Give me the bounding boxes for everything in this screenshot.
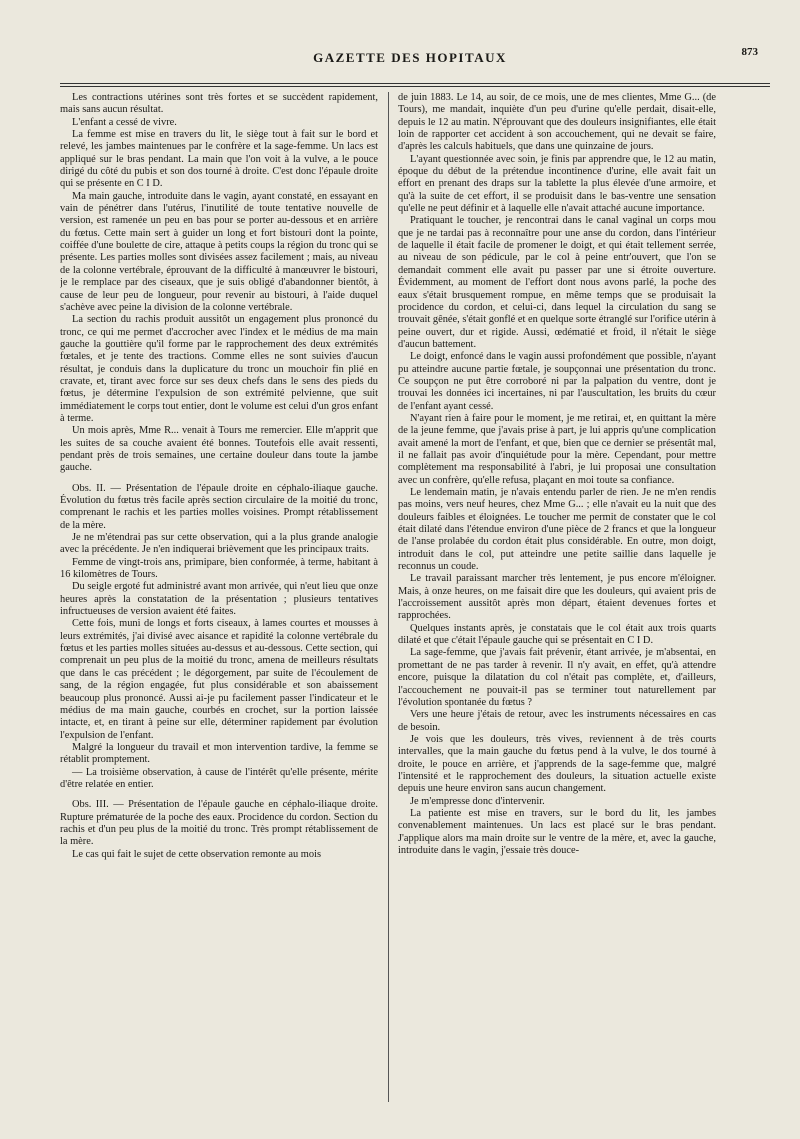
paragraph: Quelques instants après, je constatais que le col était aux trois quarts dilaté et que c'était l'épaule gauche qui se présentait en C I D.: [398, 622, 716, 647]
header-rule-top: [60, 83, 770, 84]
column-divider: [388, 92, 389, 1102]
paragraph: La section du rachis produit aussitôt un engagement plus prononcé du tronc, ce qui me permet d'accrocher avec l'index et le médius de ma main gauche la gouttière qu'il forme par le rapprochement des deux extrémités fœtales, et je tente des tractions. Comme elles ne sont suivies d'aucun résultat, je conduis dans la duplicature du tronc un mouchoir fin plié en cravate, et, tirant avec force sur ses deux chefs dans le sens des pieds du fœtus, je détermine l'expulsion de son extrémité pelvienne, que suit immédiatement le corps tout entier, dont le volume est celui d'un gros enfant à terme.: [60, 314, 378, 424]
paragraph: Le doigt, enfoncé dans le vagin aussi profondément que possible, n'ayant pu atteindre aucune partie fœtale, je soupçonnai une présentation du tronc. Ce soupçon ne put être corroboré ni par la palpation du ventre, dont je trouvai les données ici incertaines, ni par l'auscultation, les bruits du cœur de l'enfant ayant cessé.: [398, 351, 716, 412]
journal-title: GAZETTE DES HOPITAUX: [313, 50, 507, 65]
paragraph: Vers une heure j'étais de retour, avec les instruments nécessaires en cas de besoin.: [398, 709, 716, 733]
paragraph: Je vois que les douleurs, très vives, reviennent à de très courts intervalles, que la main gauche du fœtus pend à la vulve, le dos tourné à droite, le pouce en arrière, et j'apprends de la sage-femme que, malgré l'intensité et le rapprochement des douleurs, la situation actuelle existe depuis une heure environ sans aucun changement.: [398, 733, 716, 795]
paragraph: de juin 1883. Le 14, au soir, de ce mois, une de mes clientes, Mme G... (de Tours), me mandait, inquiète d'un peu d'urine qu'elle perdait, disait-elle, depuis le 12 au matin. N'éprouvant que des douleurs insignifiantes, elle était loin de rapporter cet accident à son accouchement, qui ne devait se faire, d'après les calculs habituels, que dans une quinzaine de jours.: [398, 92, 716, 153]
paragraph: Pratiquant le toucher, je rencontrai dans le canal vaginal un corps mou que je ne tardai pas à reconnaître pour une anse du cordon, dans l'intérieur de laquelle il était facile de promener le doigt, et qui était tellement serrée, au niveau de son pédicule, par le col à peine entr'ouvert, que l'on se demandait comment elle avait pu passer par une si étroite ouverture. Évidemment, au moment de l'effort dont nous avons parlé, la poche des eaux s'était brusquement rompue, en même temps que se produisait la procidence du cordon, et celui-ci, dans lequel la circulation du sang se trouvait gênée, s'était gonflé et en quelque sorte étranglé sur l'orifice utérin à peine ouvert, dur et rigide. Aussi, œdématié et froid, il n'était le siège d'aucun battement.: [398, 215, 716, 350]
observation-heading-2: Obs. II. — Présentation de l'épaule droite en céphalo-iliaque gauche. Évolution du fœtus très facile après section circulaire de la moitié du tronc, comprenant le rachis et les parties molles voisines. Prompt rétablissement de la mère.: [60, 482, 378, 531]
paragraph: N'ayant rien à faire pour le moment, je me retirai, et, en quittant la mère de la jeune femme, que j'avais prise à part, je lui appris qu'une complication avait amené la mort de l'enfant, et que, bien que ce dernier se présentât mal, il ne fallait pas avoir d'inquiétude pour la mère. Cependant, pour mettre complètement ma responsabilité à l'abri, je lui proposai une consultation avec un confrère, qu'elle refusa, plaçant en moi toute sa confiance.: [398, 412, 716, 486]
paragraph: Le travail paraissant marcher très lentement, je pus encore m'éloigner. Mais, à onze heures, on me faisait dire que les douleurs, qui avaient pris de l'accroissement aussitôt après mon départ, étaient devenues fortes et rapprochées.: [398, 573, 716, 622]
paragraph: La sage-femme, que j'avais fait prévenir, étant arrivée, je m'absentai, en promettant de ne pas tarder à revenir. Il n'y avait, en effet, qu'à attendre encore, puisque la dilatation du col n'était pas complète, et, d'ailleurs, l'accouchement ne pouvait-il pas se terminer tout naturellement par l'évolution spontanée du fœtus ?: [398, 647, 716, 708]
page-number: 873: [741, 46, 758, 58]
paragraph: Femme de vingt-trois ans, primipare, bien conformée, à terme, habitant à 16 kilomètres de Tours.: [60, 556, 378, 581]
paragraph: Un mois après, Mme R... venait à Tours me remercier. Elle m'apprit que les suites de sa couche avaient été bonnes. Toutefois elle avait ressenti, pendant près de trois semaines, une certaine douleur dans toute la jambe gauche.: [60, 425, 378, 474]
paragraph: Cette fois, muni de longs et forts ciseaux, à lames courtes et mousses à leurs extrémités, j'ai divisé avec aisance et rapidité la colonne vertébrale du fœtus et les parties molles situées au-dessus et au-dessous. Cette section, qui comprenait un peu plus de la moitié du tronc, amena de meilleurs résultats que dans le cas précédent ; le dégorgement, par suite de l'écoulement de sang, de la région engagée, fut plus considérable et son abaissement beaucoup plus prononcé. Aussi ai-je pu facilement passer l'indicateur et le médius de ma main gauche, courbés en crochet, sur la portion laissée intacte, et, en tirant à peine sur elle, déterminer rapidement par évolution l'expulsion de l'enfant.: [60, 618, 378, 741]
paragraph: Le cas qui fait le sujet de cette observation remonte au mois: [72, 848, 321, 860]
observation-heading-3: Obs. III. — Présentation de l'épaule gauche en céphalo-iliaque droite. Rupture prématurée de la poche des eaux. Procidence du cordon. Section du rachis et d'un peu plus de la moitié du tronc. Très prompt rétablissement de la mère.: [60, 799, 378, 848]
paragraph: L'ayant questionnée avec soin, je finis par apprendre que, le 12 au matin, époque du début de la prétendue incontinence d'urine, elle avait fait un effort en prenant des draps sur la tablette la plus élevée d'une armoire, et qu'à la suite de cet effort, il se produisit dans le bas-ventre une sensation qu'elle ne peut définir et à laquelle elle n'avait attaché aucune importance.: [398, 153, 716, 215]
paragraph: La femme est mise en travers du lit, le siège tout à fait sur le bord et relevé, les jambes maintenues par le confrère et la sage-femme. Un lacs est appliqué sur le bras pendant. La main que l'on voit à la vulve, a le pouce dirigé du côté du pubis et son dos tourné à droite. C'est donc l'épaule droite qui se présente en C I D.: [60, 129, 378, 190]
right-column: [398, 92, 716, 1127]
paragraph: Les contractions utérines sont très fortes et se succèdent rapidement, mais sans aucun résultat.: [60, 92, 378, 116]
paragraph: La patiente est mise en travers, sur le bord du lit, les jambes convenablement maintenues. Un lacs est placé sur le bras pendant. J'applique alors ma main droite sur le ventre de la mère, et, avec la gauche, introduite dans le vagin, j'essaie très douce-: [398, 807, 716, 856]
left-column: [60, 92, 378, 1127]
paragraph: Je m'empresse donc d'intervenir.: [410, 795, 545, 807]
paragraph: — La troisième observation, à cause de l'intérêt qu'elle présente, mérite d'être relatée en entier.: [60, 766, 378, 790]
paragraph: Du seigle ergoté fut administré avant mon arrivée, qui n'eut lieu que onze heures après la constatation de la présentation ; plusieurs tentatives infructueuses de version avaient été faites.: [60, 581, 378, 618]
header-rule-bottom: [60, 86, 770, 87]
paragraph: L'enfant a cessé de vivre.: [72, 116, 177, 128]
paragraph: Je ne m'étendrai pas sur cette observation, qui a la plus grande analogie avec la précédente. Je n'en indiquerai brièvement que les principaux traits.: [60, 532, 378, 556]
page-header: [60, 40, 760, 80]
paragraph: Le lendemain matin, je n'avais entendu parler de rien. Je ne m'en rendis pas moins, vers neuf heures, chez Mme G... ; elle n'avait eu la nuit que des douleurs faibles et éloignées. Le toucher me permit de constater que le col était dilaté dans l'étendue environ d'une pièce de 2 francs et que la longueur de l'anse prolabée du cordon était plus considérable. En outre, mon doigt, introduit dans le col, put atteindre une petite saillie dans laquelle je reconnus un coude.: [398, 487, 716, 573]
paragraph: Malgré la longueur du travail et mon intervention tardive, la femme se rétablit promptement.: [60, 741, 378, 766]
paragraph: Ma main gauche, introduite dans le vagin, ayant constaté, en essayant en vain de pénétrer dans l'utérus, l'inutilité de toute tentative nouvelle de version, est ramenée un peu en bas pour se porter au-dessous et en arrière du fœtus. Cette main sert à guider un long et fort bistouri dont la pointe, coiffée d'une boulette de cire, attaque à petits coups la région du tronc qui se présente. Les parties molles sont divisées assez facilement ; mais, au niveau de la colonne vertébrale, éprouvant de la difficulté à manœuvrer le bistouri, je le remplace par des ciseaux, que je suis obligé d'abandonner bientôt, à cause de leur peu de longueur, pour revenir au bistouri, à l'aide duquel s'achève avec peine la division de la colonne vertébrale.: [60, 190, 378, 313]
